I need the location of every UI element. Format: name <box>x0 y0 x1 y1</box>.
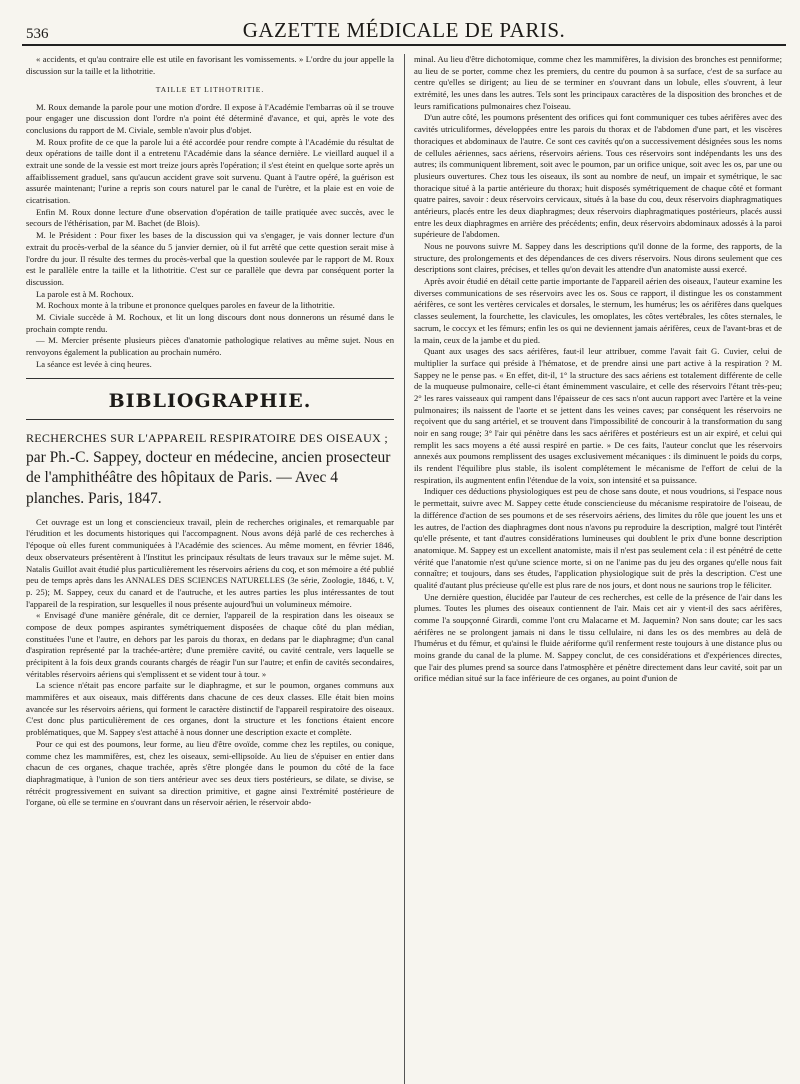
paragraph: Enfin M. Roux donne lecture d'une observation d'opération de taille pratiquée avec succès, avec le secours de l'éthérisation, par M. Bachet (de Blois). <box>26 206 394 229</box>
columns <box>22 54 786 1084</box>
paragraph: Pour ce qui est des poumons, leur forme, au lieu d'être ovoïde, comme chez les reptiles, ou conique, comme chez les mammifères, est, chez les oiseaux, semi-ellipsoïde. Au lieu de s'épuiser en entier dans chacun de ces organes, chaque trachée, après s'être plongée dans le poumon du côté de la face diaphragmatique, à l'union de son tiers antérieur avec ses deux tiers postérieurs, se dilate, se divise, se rétrécit progressivement en suivant sa direction primitive, et gagne ainsi l'extrémité postérieure de l'organe, où elle se termine en s'ouvrant dans un réservoir aérien, le réservoir abdo- <box>26 738 394 808</box>
paragraph: M. Rochoux monte à la tribune et prononce quelques paroles en faveur de la lithotritie. <box>36 300 335 311</box>
left-column <box>26 54 394 809</box>
paragraph: Cet ouvrage est un long et consciencieux travail, plein de recherches originales, et remarquable par l'érudition et les documents historiques qui l'accompagnent. Nous avons déjà parlé de ces recherches à l'époque où elles furent communiquées à l'Académie des sciences. Au même moment, en février 1846, deux observateurs présentèrent à l'Institut les principaux résultats de leurs travaux sur le même sujet. M. Natalis Guillot avait étudié plus particulièrement les réservoirs aériens du coq, et son mémoire a été publié peu de temps après dans les ANNALES DES SCIENCES NATURELLES (3e série, Zoologie, 1846, t. V, p. 25); M. Sappey, ceux du canard et de l'autruche, et les autres parties les plus intéressantes de tout l'appareil de la respiration, sur lesquelles il nous présente aujourd'hui un volumineux mémoire. <box>26 516 394 609</box>
bibliography-heading: BIBLIOGRAPHIE. <box>108 390 312 413</box>
paragraph: « Envisagé d'une manière générale, dit ce dernier, l'appareil de la respiration dans les oiseaux se compose de deux pompes aspirantes symétriquement disposées de chaque côté du plan médian, constituées l'une et l'autre, en dehors par les parois du thorax, en dedans par le diaphragme; d'un canal d'aspiration représenté par la trachée-artère; d'une première cavité, ou cavité centrale, vers laquelle se précipitent à la fois deux grands courants chargés de réagir l'un sur l'autre; et enfin de cavités secondaires, véritables réservoirs aériens qui s'emplissent et se vident tour à tour. » <box>26 610 394 679</box>
paragraph: minal. Au lieu d'être dichotomique, comme chez les mammifères, la division des bronches est penniforme; au lieu de se porter, comme chez les premiers, du centre du poumon à sa surface, c'est de sa surface au centre qu'elles se dirigent; au lieu de se terminer en s'ouvrant dans un lobule, elles s'ouvrent, à leur extrémité, les unes dans les autres. Tels sont les principaux caractères de la disposition des bronches et de leurs ramifications pulmonaires chez l'oiseau. <box>414 54 782 111</box>
column-rule <box>404 54 405 1084</box>
book-title <box>26 428 394 509</box>
intro-paragraph: « accidents, et qu'au contraire elle est utile en favorisant les vomissements. » L'ordre du jour appelle la discussion sur la taille et la lithotritie. <box>26 54 394 76</box>
paragraph: Après avoir étudié en détail cette partie importante de l'appareil aérien des oiseaux, l'auteur examine les diverses communications de ses réservoirs avec les os. Sous ce rapport, il distingue les os constamment aérifères, ce sont les vertères cervicales et dorsales, le sternum, les humérus; les os aérifères dans quelques classes seulement, la fourchette, les clavicules, les omoplates, les côtes vertébrales, les côtes sternales, le sacrum, le coccyx et les fémurs; enfin les os qui ne deviennent jamais aérifères, ceux de l'avant-bras et de la main, ceux de la jambe et du pied. <box>414 276 782 345</box>
paragraph: M. Roux demande la parole pour une motion d'ordre. Il expose à l'Académie l'embarras où il se trouve pour engager une discussion dont l'ordre n'a point été déterminé d'avance, et qui, après le vote des conclusions du rapport de M. Civiale, semble n'avoir plus d'objet. <box>26 101 394 135</box>
page-header <box>22 14 786 46</box>
paragraph: M. Civiale succède à M. Rochoux, et lit un long discours dont nous donnerons un résumé dans le prochain compte rendu. <box>26 311 394 334</box>
paragraph: Quant aux usages des sacs aérifères, faut-il leur attribuer, comme l'avait fait G. Cuvier, celui de multiplier la surface qui préside à l'hématose, et de prendre ainsi une part active à la respiration ? M. Sappey ne le pense pas. « En effet, dit-il, 1° la structure des sacs aériens est totalement différente de celle de la muqueuse pulmonaire, celle-ci étant éminemment vasculaire, et celle des réservoirs l'étant très-peu; 2° les rares vaisseaux qui rampent dans l'épaisseur de ces sacs n'ont aucun rapport avec l'artère et la veine pulmonaires; ils naissent de l'aorte et se jettent dans les veines caves; par conséquent les réservoirs ne reçoivent que du sang artériel, et se trouvent dans l'impossibilité de concourir à la transformation du sang noir en sang rouge; 3° l'air qui pénètre dans les sacs aérifères et postérieurs est un air expiré, et celui qui remplit les sacs moyens a été aussi respiré en partie. » De ces faits, l'auteur conclut que les réservoirs annexés aux poumons remplissent des usages exclusivement mécaniques : ils diminuent le poids du corps, ils rendent l'équilibre plus stable, ils isolent complétement le mécanisme de l'effort de celui de la respiration, ils augmentent enfin l'étendue de la voix, son intensité et sa puissance. <box>414 346 782 485</box>
paragraph: La parole est à M. Rochoux. <box>36 288 134 299</box>
page-number: 536 <box>26 26 49 42</box>
paragraph: D'un autre côté, les poumons présentent des orifices qui font communiquer ces tubes aérifères avec des cavités utriculiformes, développées entre les parois du thorax et de l'abdomen d'une part, et les viscères thoraciques et abdominaux de l'autre. Ce sont ces cavités qu'on a successivement désignées sous les noms de cellules aériennes, sacs aériens, réservoirs aériens. Tous ces réservoirs sont indépendants les uns des autres; ils communiquent librement, soit avec le poumon, par un orifice unique, soit avec les os, par une ou plusieurs ouvertures. Chez tous les oiseaux, ils sont au nombre de neuf, un impair et symétrique, le sac thoracique situé à la partie antérieure du thorax; huit disposés symétriquement de chaque côté et formant quatre paires, savoir : deux réservoirs cervicaux, situés à la base du cou, deux réservoirs diaphragmatiques antérieurs, placés entre les deux diaphragmes; deux réservoirs diaphragmatiques postérieurs, placés aussi entre les deux diaphragmes en arrière des précédents; enfin, deux réservoirs abdominaux adossés à la paroi supérieure de l'abdomen. <box>414 112 783 240</box>
paragraph: M. le Président : Pour fixer les bases de la discussion qui va s'engager, je vais donner lecture d'un extrait du procès-verbal de la séance du 5 janvier dernier, où il fut arrêté que cette question serait mise à l'ordre du jour. Il résulte des termes du procès-verbal que la question soulevée par le rapport de M. Roux est le parallèle entre la taille et la lithotritie. C'est sur ce parallèle que devra par conséquent porter la discussion. <box>26 230 394 287</box>
paragraph: Indiquer ces déductions physiologiques est peu de chose sans doute, et nous voudrions, si l'espace nous le permettait, suivre avec M. Sappey cette étude consciencieuse du mécanisme respiratoire de l'oiseau, de la différence d'action de ses poumons et de ses réservoirs aériens, des limites du rôle que jouent les uns et les autres, de l'action des diaphragmes dont nous n'avons pu reproduire la description, malgré tout l'intérêt qu'elle présente, et tant d'autres considérations lumineuses qui doublent le prix d'une bonne description anatomique. M. Sappey est un excellent anatomiste, mais il n'est pas seulement cela : il est pénétré de cette vérité que l'anatomie n'est qu'une science morte, si on ne l'anime pas du jeu des organes qu'elle nous fait connaître; et toujours, dans ses études, l'application physiologique suit de près la description. C'est une qualité d'autant plus précieuse qu'elle est plus rare de nos jours, et dont nous ne saurions trop le féliciter. <box>414 486 782 590</box>
paragraph: La séance est levée à cinq heures. <box>36 358 152 369</box>
section-heading: TAILLE ET LITHOTRITIE. <box>155 85 265 95</box>
heading-divider <box>26 419 394 420</box>
section-divider <box>26 378 394 379</box>
paragraph: La science n'était pas encore parfaite sur le diaphragme, et sur le poumon, organes communs aux mammifères et aux oiseaux, mais différents dans chacune de ces deux classes. Elle était bien moins avancée sur les réservoirs aériens, qui forment le caractère distinctif de l'appareil respiratoire des oiseaux. C'est donc plus particulièrement de ces organes, dont la structure et les fonctions étaient encore problématiques, que M. Sappey s'est attaché à nous donner une description exacte et complète. <box>26 680 394 738</box>
paragraph: Nous ne pouvons suivre M. Sappey dans les descriptions qu'il donne de la forme, des rapports, de la structure, des prolongements et des dépendances de ces divers réservoirs. Nous dirons seulement que ces descriptions sont claires, précises, et telles qu'on devait les attendre d'un anatomiste aussi exercé. <box>414 241 782 275</box>
right-column <box>414 54 782 685</box>
book-title-rest: par Ph.-C. Sappey, docteur en médecine, ancien prosecteur de l'amphithéâtre des hôpitaux de Paris. — Avec 4 planches. Paris, 1847. <box>26 449 391 507</box>
journal-title: GAZETTE MÉDICALE DE PARIS. <box>242 18 566 42</box>
paragraph: Une dernière question, élucidée par l'auteur de ces recherches, est celle de la présence de l'air dans les plumes. Toutes les plumes des oiseaux contiennent de l'air. Mais cet air y vient-il des sacs aérifères, comme l'a soupçonné Girardi, comme l'ont cru Malacarne et M. Jaquemin? Non sans doute; car les sacs aérifères ne se prolongent jamais ni dans le tissu cellulaire, ni dans les os des membres au delà de l'humérus et du fémur, et qu'ainsi le fluide aériforme qu'il renferment reste toujours à une distance plus ou moins grande du canal de la plume. M. Sappey conclut, de ces considérations et d'expériences directes, que l'air des plumes prend sa source dans l'atmosphère et pénètre directement dans leur cavité, soit par un orifice médian situé sur la face inférieure de ces organes, au point d'union de <box>414 591 782 684</box>
paragraph: M. Roux profite de ce que la parole lui a été accordée pour rendre compte à l'Académie du résultat de deux opérations de taille dont il a entretenu l'Académie dans la séance dernière. Le vieillard auquel il a extrait une sonde de la vessie est mort treize jours après l'opération; il s'est éteint en quelque sorte après un affaiblissement graduel, sans qu'aucun accident grave soit survenu. Quant à l'autre opéré, la guérison est assurée maintenant; l'urine a repris son cours naturel par le canal de l'urètre, et la plaie est en voie de cicatrisation. <box>26 136 394 206</box>
book-title-caps: RECHERCHES SUR L'APPAREIL RESPIRATOIRE DES OISEAUX ; <box>26 431 389 446</box>
paragraph: — M. Mercier présente plusieurs pièces d'anatomie pathologique relatives au même sujet. Nous en renvoyons également la publication au prochain numéro. <box>26 335 394 357</box>
